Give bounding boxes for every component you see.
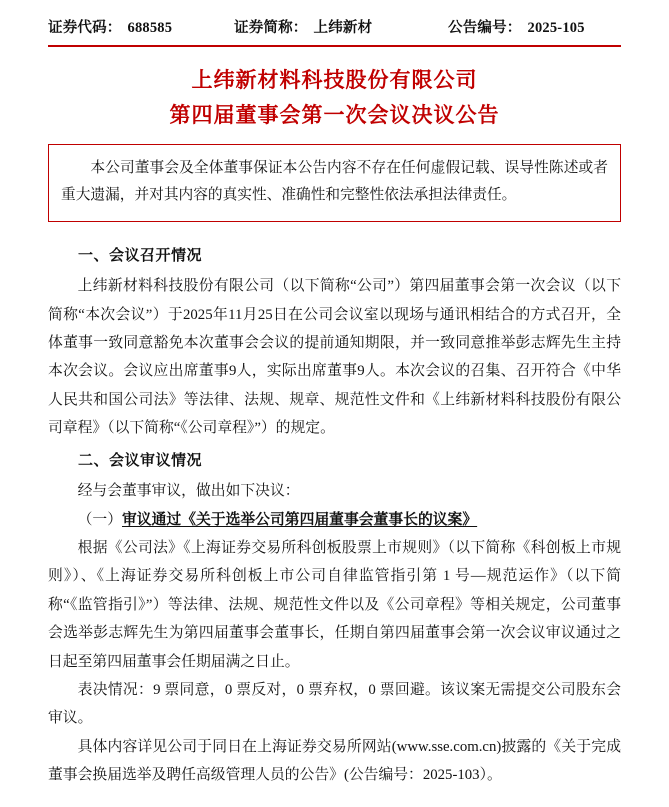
section-heading-2: 二、会议审议情况: [78, 452, 203, 469]
stock-code-label: 证券代码：: [48, 20, 122, 36]
header-field-stock-name: [234, 16, 448, 37]
proposal-block: [48, 506, 621, 790]
page-title-line-1: 上纬新材料科技股份有限公司: [191, 68, 478, 92]
proposal-title: 审议通过《关于选举公司第四届董事会董事长的议案》: [122, 511, 478, 528]
proposal-paragraph-2: 表决情况：9 票同意，0 票反对，0 票弃权，0 票回避。该议案无需提交公司股东会审议。: [48, 681, 621, 727]
stock-code-value: 688585: [127, 20, 173, 36]
disclaimer-box: [48, 144, 621, 221]
stock-name-label: 证券简称：: [234, 20, 308, 36]
stock-name-value: 上纬新材: [313, 20, 373, 36]
section-2-paragraph-1: 经与会董事审议，做出如下决议：: [77, 483, 300, 500]
page-title-line-2: 第四届董事会第一次会议决议公告: [169, 102, 500, 127]
announcement-number-label: 公告编号：: [448, 20, 522, 36]
section-meeting-convening: [48, 242, 621, 443]
header-field-stock-code: [48, 16, 234, 37]
page-title: [48, 63, 621, 132]
section-1-paragraph-1: 上纬新材料科技股份有限公司（以下简称“公司”）第四届董事会第一次会议（以下简称“本次会议”）于2025年11月25日在公司会议室以现场与通讯相结合的方式召开，全体董事一致同意豁免本次董事会会议的提前通知期限，并一致同意推举彭志辉先生主持本次会议。会议应出席董事9人，实际出席董事9人。本次会议的召集、召开符合《中华人民共和国公司法》等法律、法规、规章、规范性文件和《上纬新材料科技股份有限公司章程》（以下简称“《公司章程》”）的规定。: [48, 278, 621, 437]
disclaimer-text: 本公司董事会及全体董事保证本公告内容不存在任何虚假记载、误导性陈述或者重大遗漏，并对其内容的真实性、准确性和完整性依法承担法律责任。: [61, 160, 608, 204]
proposal-prefix: （一）: [77, 511, 122, 528]
section-heading-1: 一、会议召开情况: [78, 247, 203, 264]
header-field-announcement-number: [448, 16, 621, 37]
document-header: [48, 14, 621, 45]
proposal-paragraph-3: 具体内容详见公司于同日在上海证券交易所网站(www.sse.com.cn)披露的《关于完成董事会换届选举及聘任高级管理人员的公告》(公告编号：2025-103）。: [48, 738, 621, 784]
header-divider: [48, 45, 621, 47]
proposal-paragraph-1: 根据《公司法》《上海证券交易所科创板股票上市规则》（以下简称《科创板上市规则》）、《上海证券交易所科创板上市公司自律监管指引第 1 号—规范运作》（以下简称“《监管指引》”）等法律、法规、规范性文件以及《公司章程》等相关规定，公司董事会选举彭志辉先生为第四届董事会董事长，任期自第四届董事会第一次会议审议通过之日起至第四届董事会任期届满之日止。: [48, 539, 621, 670]
proposal-heading: [48, 506, 621, 534]
announcement-number-value: 2025-105: [527, 20, 585, 36]
section-meeting-deliberation: [48, 447, 621, 506]
